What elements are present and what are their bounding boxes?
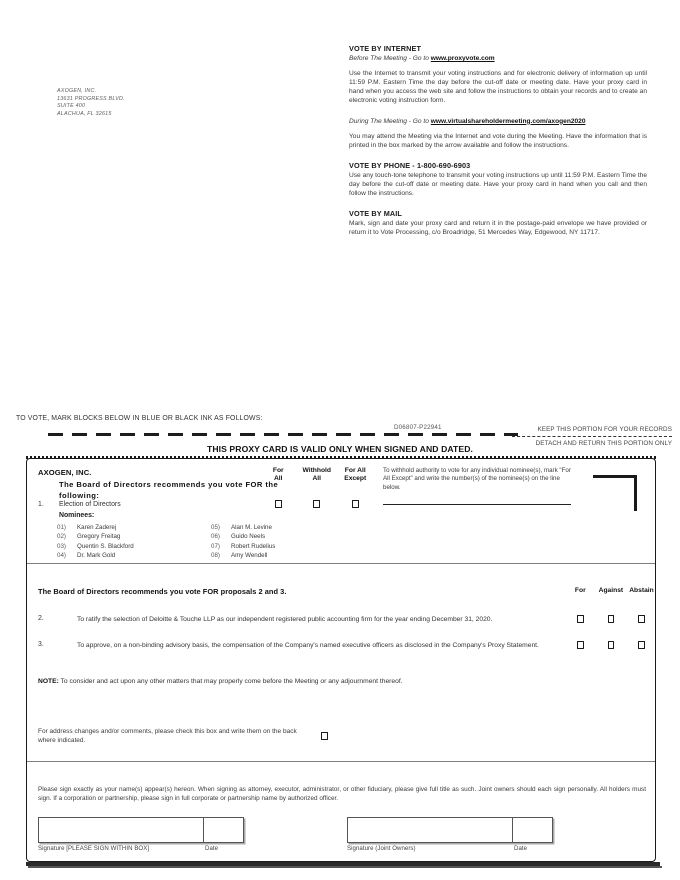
voting-instructions bbox=[349, 44, 647, 238]
nominees-label: Nominees: bbox=[59, 512, 95, 519]
to-vote-instruction: TO VOTE, MARK BLOCKS BELOW IN BLUE OR BLACK INK AS FOLLOWS: bbox=[16, 415, 263, 422]
checkbox-for[interactable] bbox=[577, 615, 584, 623]
checkbox-abstain[interactable] bbox=[638, 615, 645, 623]
vote-by-mail-body: Mark, sign and date your proxy card and return it in the postage-paid envelope we have provided or return it to Vote Processing, c/o Broadridge, 51 Mercedes Way, Edgewood, NY 11717. bbox=[349, 220, 647, 237]
vote-by-phone-body: Use any touch-tone telephone to transmit your voting instructions up until 11:59 P.M. Eastern Time the day before the cut-off date or meeting date. Have your proxy card in hand when you call and then follow the instructions. bbox=[349, 171, 647, 198]
column-header-against: Against bbox=[598, 587, 624, 594]
before-meeting-sep: - Go to bbox=[406, 55, 431, 63]
nominee-index: 03) bbox=[57, 542, 66, 550]
checkbox-abstain[interactable] bbox=[638, 641, 645, 649]
nominee-index: 08) bbox=[211, 551, 220, 559]
note-label: NOTE: bbox=[38, 678, 59, 685]
signature-date-label-primary: Date bbox=[205, 845, 219, 852]
nominee-item bbox=[211, 532, 391, 541]
nominee-index: 06) bbox=[211, 533, 220, 541]
proposal-1-checkboxes bbox=[259, 500, 375, 508]
signature-instructions: Please sign exactly as your name(s) appear(s) hereon. When signing as attorney, executor, administrator, or other fiduciary, please give full title as such. Joint owners should each sign personally. All holders must sign. If a corporation or partnership, please sign in full corporate or partnership name by authorized officer. bbox=[38, 786, 646, 803]
board-recommendation-2: The Board of Directors recommends you vote FOR proposals 2 and 3. bbox=[38, 587, 287, 596]
column-header-withhold-all: Withhold All bbox=[302, 467, 332, 483]
nominee-name: Gregory Freitag bbox=[77, 533, 121, 541]
vote-by-phone-section bbox=[349, 161, 647, 198]
nominee-name: Amy Wendell bbox=[231, 551, 268, 559]
nominee-index: 07) bbox=[211, 542, 220, 550]
proposal-vote-column-headers bbox=[565, 587, 657, 594]
column-header-for-all-except: For All Except bbox=[344, 467, 367, 483]
address-change-checkbox-wrapper bbox=[321, 727, 328, 745]
checkbox-against[interactable] bbox=[608, 641, 615, 649]
proposal-3-checkboxes bbox=[565, 641, 657, 649]
perforation-dashes bbox=[48, 433, 518, 436]
nominee-name: Alan M. Levine bbox=[231, 524, 272, 531]
proxy-card bbox=[26, 458, 656, 862]
checkbox-against[interactable] bbox=[608, 615, 615, 623]
address-change-instruction: For address changes and/or comments, please check this box and write them on the back where indicated. bbox=[38, 728, 297, 745]
vote-before-meeting-line bbox=[349, 54, 647, 63]
card-company-name: AXOGEN, INC. bbox=[38, 468, 92, 477]
nominee-index: 01) bbox=[57, 524, 66, 531]
nominee-name: Guido Neels bbox=[231, 533, 266, 541]
withhold-nominee-input-line[interactable] bbox=[383, 504, 571, 505]
checkbox-withhold-all[interactable] bbox=[313, 500, 320, 508]
mailing-address-line: 13631 PROGRESS BLVD. bbox=[57, 95, 125, 102]
control-box-marker-icon bbox=[593, 475, 637, 511]
nominee-name: Quentin S. Blackford bbox=[77, 542, 134, 550]
proposal-2-text: To ratify the selection of Deloitte & Touche LLP as our independent registered public accounting firm for the year ending December 31, 2020. bbox=[77, 616, 493, 623]
nominee-index: 04) bbox=[57, 551, 66, 559]
vote-by-phone-heading: VOTE BY PHONE - 1-800-690-6903 bbox=[349, 160, 471, 170]
nominee-name: Karen Zaderej bbox=[77, 524, 117, 531]
during-meeting-label: During The Meeting bbox=[349, 117, 407, 125]
nominee-item bbox=[57, 532, 217, 541]
nominee-item bbox=[211, 523, 391, 532]
nominee-item bbox=[211, 542, 391, 551]
signature-label-primary: Signature [PLEASE SIGN WITHIN BOX] bbox=[38, 845, 150, 852]
nominee-item bbox=[211, 551, 391, 560]
checkbox-for[interactable] bbox=[577, 641, 584, 649]
nominee-name: Dr. Mark Gold bbox=[77, 551, 116, 559]
signature-label-joint: Signature (Joint Owners) bbox=[347, 845, 416, 852]
nominees-column-right bbox=[211, 523, 391, 560]
keep-portion-text: KEEP THIS PORTION FOR YOUR RECORDS bbox=[512, 425, 672, 437]
proposal-1-number: 1. bbox=[38, 501, 44, 508]
proposal-1-title: Election of Directors bbox=[59, 501, 121, 508]
nominee-item bbox=[57, 551, 217, 560]
signature-box-joint[interactable] bbox=[347, 817, 553, 843]
column-header-abstain: Abstain bbox=[629, 587, 654, 594]
nominee-index: 05) bbox=[211, 524, 220, 531]
proxyvote-link[interactable]: www.proxyvote.com bbox=[430, 55, 495, 63]
other-matters-note bbox=[38, 677, 638, 686]
card-divider bbox=[27, 563, 655, 564]
nominee-item bbox=[57, 523, 217, 532]
mailing-address-line: AXOGEN, INC. bbox=[57, 88, 97, 94]
signature-date-label-joint: Date bbox=[514, 845, 528, 852]
vote-internet-before-body: Use the Internet to transmit your voting instructions and for electronic delivery of information up until 11:59 P.M. Eastern Time the day before the cut-off date or meeting date. Have your proxy card in hand when you access the web site and follow the instructions to obtain your records and to create an electronic voting instruction form. bbox=[349, 70, 647, 105]
vote-internet-during-body: You may attend the Meeting via the Internet and vote during the Meeting. Have the information that is printed in the box marked by the arrow available and follow the instructions. bbox=[349, 132, 647, 149]
withhold-authority-note: To withhold authority to vote for any individual nominee(s), mark "For All Except" and write the number(s) of the nominee(s) on the line below. bbox=[383, 467, 571, 491]
during-meeting-sep: - Go to bbox=[406, 117, 431, 125]
vote-during-meeting-line bbox=[349, 117, 647, 126]
signature-box-primary[interactable] bbox=[38, 817, 244, 843]
vote-by-mail-section bbox=[349, 209, 647, 237]
checkbox-address-change[interactable] bbox=[321, 732, 328, 740]
card-divider-2 bbox=[27, 761, 655, 762]
vote-by-internet-heading: VOTE BY INTERNET bbox=[349, 44, 422, 53]
control-number: D06807-P22941 bbox=[394, 424, 442, 431]
vote-by-mail-heading: VOTE BY MAIL bbox=[349, 209, 402, 219]
proposal-1-column-headers bbox=[259, 467, 375, 484]
proposal-2-checkboxes bbox=[565, 615, 657, 623]
checkbox-for-all-except[interactable] bbox=[352, 500, 359, 508]
mailing-address-line: ALACHUA, FL 32615 bbox=[57, 110, 112, 117]
validity-notice: THIS PROXY CARD IS VALID ONLY WHEN SIGNED AND DATED. bbox=[206, 444, 474, 454]
column-header-for-all: For All bbox=[272, 467, 284, 483]
column-header-for: For bbox=[574, 587, 586, 594]
proposal-3-text: To approve, on a non-binding advisory basis, the compensation of the Company's named executive officers as disclosed in the Company's Proxy Statement. bbox=[77, 642, 539, 649]
nominee-item bbox=[57, 542, 217, 551]
vote-by-internet-section bbox=[349, 44, 647, 150]
checkbox-for-all[interactable] bbox=[275, 500, 282, 508]
mailing-address bbox=[57, 88, 125, 118]
proposal-3-number: 3. bbox=[38, 641, 44, 648]
card-bottom-band-shadow bbox=[28, 866, 662, 868]
before-meeting-label: Before The Meeting bbox=[349, 55, 407, 63]
virtual-meeting-link[interactable]: www.virtualshareholdermeeting.com/axogen2020 bbox=[430, 117, 586, 125]
proposal-2-number: 2. bbox=[38, 615, 44, 622]
note-text: To consider and act upon any other matters that may properly come before the Meeting or any adjournment thereof. bbox=[58, 678, 403, 685]
nominees-column-left bbox=[57, 523, 217, 560]
detach-portion-text: DETACH AND RETURN THIS PORTION ONLY bbox=[535, 439, 672, 447]
mailing-address-line: SUITE 400 bbox=[57, 103, 86, 110]
nominee-index: 02) bbox=[57, 533, 66, 541]
board-recommendation-1: The Board of Directors recommends you vote FOR the following: bbox=[59, 480, 279, 500]
nominee-name: Robert Rudelius bbox=[231, 542, 276, 550]
